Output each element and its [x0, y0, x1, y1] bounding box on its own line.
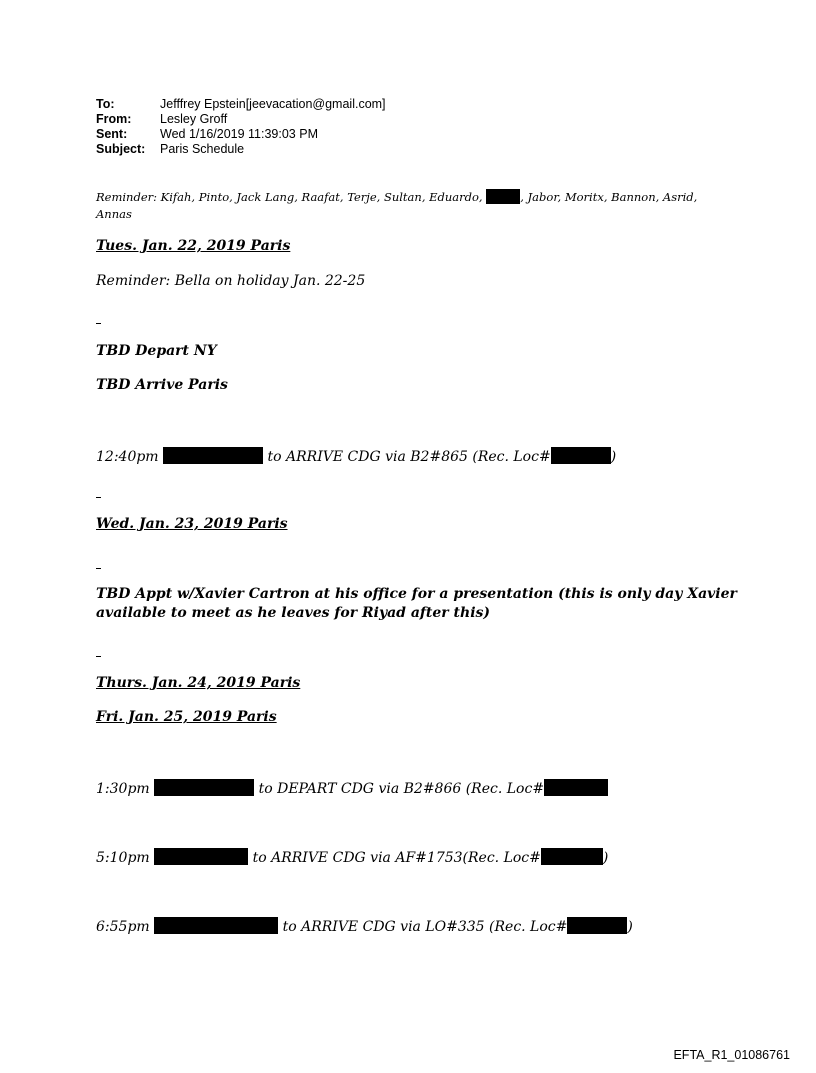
flight-close: ) [627, 919, 633, 935]
redaction-box [551, 447, 611, 464]
redaction-box [486, 189, 520, 204]
appt-line-1: TBD Appt w/Xavier Cartron at his office for a presentation (this is only day Xavier [96, 586, 737, 602]
flight-text: to DEPART CDG via B2#866 (Rec. Loc# [258, 781, 545, 797]
subject-row [96, 142, 386, 157]
reminder-line-2: Annas [96, 207, 132, 221]
flight-time: 1:30pm [96, 781, 150, 797]
flight-close: ) [602, 850, 609, 866]
flight-time: 5:10pm [96, 850, 150, 866]
sent-row [96, 127, 386, 142]
flight-close: ) [610, 449, 617, 465]
day-heading-fri: Fri. Jan. 25, 2019 Paris [96, 709, 277, 725]
flight-text: to ARRIVE CDG via B2#865 (Rec. Loc# [267, 449, 551, 465]
flight-time: 6:55pm [96, 919, 150, 935]
to-row [96, 97, 386, 112]
arrive-paris: TBD Arrive Paris [96, 377, 228, 393]
day-heading-thurs: Thurs. Jan. 24, 2019 Paris [96, 675, 301, 691]
separator-dash [96, 568, 101, 569]
depart-ny: TBD Depart NY [96, 343, 217, 359]
separator-dash [96, 656, 101, 657]
to-value: Jefffrey Epstein[jeevacation@gmail.com] [160, 97, 386, 111]
separator-dash [96, 323, 101, 324]
appt-line-2: available to meet as he leaves for Riyad after this) [96, 605, 491, 621]
redaction-box [154, 779, 254, 796]
flight-line-2 [96, 779, 608, 797]
subject-label: Subject: [96, 142, 146, 156]
flight-text: to ARRIVE CDG via LO#335 (Rec. Loc# [282, 919, 568, 935]
bella-note: Reminder: Bella on holiday Jan. 22-25 [96, 273, 366, 289]
reminder-text-b: , Jabor, Moritx, Bannon, Asrid, [520, 190, 698, 204]
redaction-box [163, 447, 263, 464]
separator-dash [96, 497, 101, 498]
redaction-box [544, 779, 608, 796]
to-label: To: [96, 97, 115, 111]
from-value: Lesley Groff [160, 112, 228, 126]
reminder-text-a: Reminder: Kifah, Pinto, Jack Lang, Raafat, Terje, Sultan, Eduardo, [96, 190, 483, 204]
redaction-box [154, 917, 278, 934]
flight-line-3 [96, 848, 608, 866]
sent-value: Wed 1/16/2019 11:39:03 PM [160, 127, 318, 141]
from-label: From: [96, 112, 132, 126]
email-header [96, 97, 386, 157]
sent-label: Sent: [96, 127, 128, 141]
reminder-line-1 [96, 189, 697, 206]
flight-line-4 [96, 917, 633, 935]
day-heading-tues: Tues. Jan. 22, 2019 Paris [96, 238, 291, 254]
flight-line-1 [96, 447, 616, 465]
document-id: EFTA_R1_01086761 [673, 1048, 790, 1062]
flight-time: 12:40pm [96, 449, 159, 465]
flight-text: to ARRIVE CDG via AF#1753(Rec. Loc# [252, 850, 541, 866]
day-heading-wed: Wed. Jan. 23, 2019 Paris [96, 516, 288, 532]
redaction-box [541, 848, 603, 865]
from-row [96, 112, 386, 127]
redaction-box [154, 848, 248, 865]
subject-value: Paris Schedule [160, 142, 245, 156]
redaction-box [567, 917, 627, 934]
